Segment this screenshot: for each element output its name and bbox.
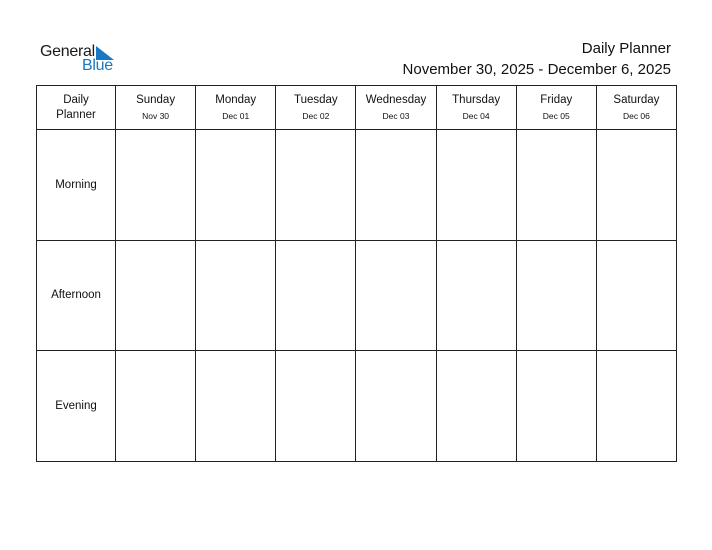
planner-cell[interactable] [596, 130, 676, 241]
day-name: Friday [540, 94, 573, 106]
period-row-afternoon [37, 240, 677, 351]
planner-cell[interactable] [196, 130, 276, 241]
day-name: Monday [215, 94, 257, 106]
planner-cell[interactable] [196, 351, 276, 462]
day-header-saturday [596, 86, 676, 130]
planner-cell[interactable] [516, 351, 596, 462]
planner-cell[interactable] [436, 240, 516, 351]
day-date: Dec 03 [382, 111, 410, 121]
day-name: Sunday [136, 94, 176, 106]
day-header-tuesday [276, 86, 356, 130]
day-header-thursday [436, 86, 516, 130]
date-range: November 30, 2025 - December 6, 2025 [402, 61, 671, 78]
day-name: Wednesday [365, 94, 427, 106]
day-name: Thursday [452, 94, 501, 106]
logo-text-blue: Blue [82, 57, 113, 74]
day-date: Dec 05 [542, 111, 570, 121]
day-header-sunday [116, 86, 196, 130]
period-label: Afternoon [37, 240, 116, 351]
period-row-evening [37, 351, 677, 462]
planner-cell[interactable] [116, 351, 196, 462]
logo-text-general: General [40, 43, 95, 60]
day-date: Dec 01 [222, 111, 250, 121]
day-date: Dec 06 [622, 111, 650, 121]
day-date: Dec 02 [302, 111, 330, 121]
day-header-wednesday [356, 86, 436, 130]
day-date: Dec 04 [462, 111, 490, 121]
planner-cell[interactable] [196, 240, 276, 351]
planner-cell[interactable] [516, 240, 596, 351]
corner-label-line2: Planner [56, 108, 96, 121]
planner-cell[interactable] [356, 351, 436, 462]
planner-cell[interactable] [116, 130, 196, 241]
day-name: Saturday [613, 94, 660, 106]
day-header-monday [196, 86, 276, 130]
planner-cell[interactable] [276, 351, 356, 462]
planner-cell[interactable] [436, 130, 516, 241]
planner-cell[interactable] [596, 240, 676, 351]
period-row-morning [37, 130, 677, 241]
period-label: Evening [37, 351, 116, 462]
planner-cell[interactable] [516, 130, 596, 241]
planner-cell[interactable] [276, 240, 356, 351]
planner-cell[interactable] [596, 351, 676, 462]
planner-cell[interactable] [436, 351, 516, 462]
page-header [403, 40, 671, 79]
day-date: Nov 30 [142, 111, 170, 121]
planner-cell[interactable] [116, 240, 196, 351]
planner-cell[interactable] [356, 240, 436, 351]
planner-cell[interactable] [276, 130, 356, 241]
header-row [37, 86, 677, 130]
planner-cell[interactable] [356, 130, 436, 241]
corner-cell [37, 86, 116, 130]
logo [40, 43, 120, 75]
period-label: Morning [37, 130, 116, 241]
corner-label-line1: Daily [63, 93, 89, 106]
day-name: Tuesday [294, 94, 338, 106]
day-header-friday [516, 86, 596, 130]
planner-table [36, 85, 677, 462]
page-title: Daily Planner [581, 40, 671, 57]
